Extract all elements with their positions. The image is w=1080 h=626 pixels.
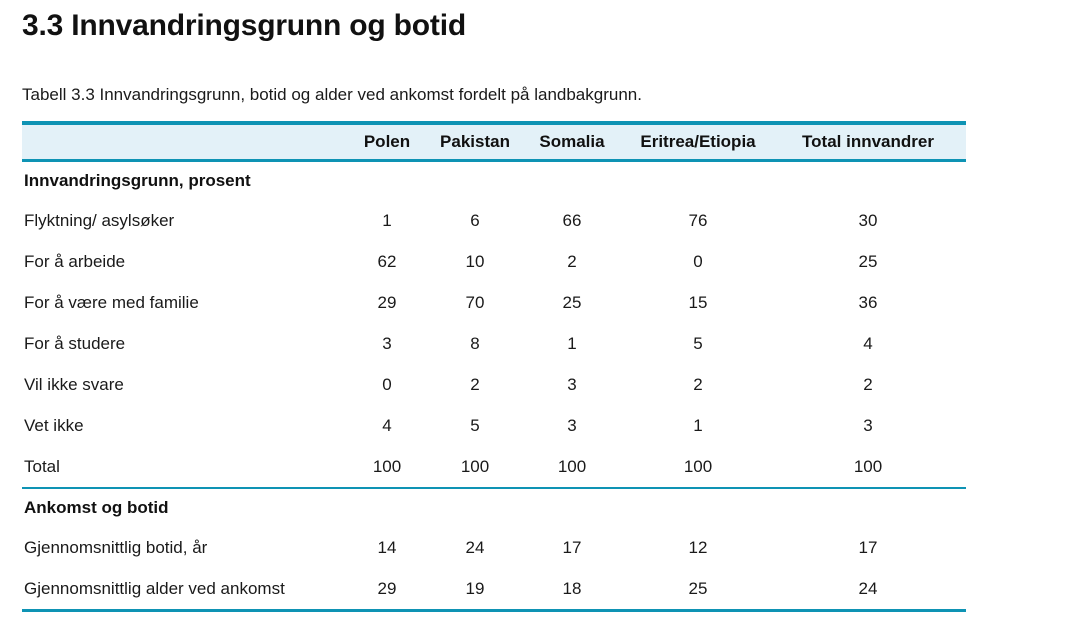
value-cell: 2 — [567, 251, 577, 271]
value-cell: 5 — [693, 333, 703, 353]
row-label: For å studere — [24, 333, 126, 353]
value-cell: 0 — [382, 374, 392, 394]
value-cell: 1 — [382, 210, 392, 230]
value-cell: 25 — [626, 568, 770, 611]
table-row — [22, 282, 966, 323]
section-heading-row — [22, 161, 966, 201]
value-cell: 100 — [853, 456, 883, 476]
header-cell-somalia: Somalia — [518, 123, 626, 161]
value-cell: 6 — [470, 210, 480, 230]
value-cell: 4 — [382, 415, 392, 435]
header-cell-total-innvandrer: Total innvandrer — [770, 123, 966, 161]
header-cell-eritrea-etiopia: Eritrea/Etiopia — [626, 123, 770, 161]
value-cell: 5 — [470, 415, 480, 435]
value-cell: 24 — [465, 537, 485, 557]
row-label: Vet ikke — [24, 415, 84, 435]
value-cell: 2 — [693, 374, 703, 394]
header-cell-polen: Polen — [342, 123, 432, 161]
value-cell: 24 — [770, 568, 966, 611]
value-cell: 3 — [567, 374, 577, 394]
value-cell: 18 — [518, 568, 626, 611]
value-cell: 100 — [460, 456, 490, 476]
page-title: 3.3 Innvandringsgrunn og botid — [22, 9, 466, 42]
value-cell: 25 — [858, 251, 878, 271]
value-cell: 66 — [562, 210, 582, 230]
value-cell: 100 — [683, 456, 713, 476]
table-row — [22, 568, 966, 611]
table-row — [22, 446, 966, 488]
value-cell: 2 — [470, 374, 480, 394]
value-cell: 14 — [377, 537, 397, 557]
value-cell: 25 — [562, 292, 582, 312]
value-cell: 29 — [377, 292, 397, 312]
row-label: For å være med familie — [24, 292, 199, 312]
value-cell: 19 — [432, 568, 518, 611]
value-cell: 10 — [465, 251, 485, 271]
table-row — [22, 323, 966, 364]
row-label: Gjennomsnittlig alder ved ankomst — [22, 568, 342, 611]
row-label: Vil ikke svare — [24, 374, 124, 394]
table-row — [22, 200, 966, 241]
table-row — [22, 405, 966, 446]
table-row — [22, 527, 966, 568]
table-row — [22, 364, 966, 405]
value-cell: 62 — [377, 251, 397, 271]
value-cell: 3 — [567, 415, 577, 435]
value-cell: 1 — [693, 415, 703, 435]
value-cell: 8 — [470, 333, 480, 353]
value-cell: 0 — [693, 251, 703, 271]
row-label: Total — [24, 456, 60, 476]
value-cell: 70 — [465, 292, 485, 312]
value-cell: 3 — [382, 333, 392, 353]
value-cell: 30 — [858, 210, 878, 230]
value-cell: 76 — [688, 210, 708, 230]
value-cell: 100 — [557, 456, 587, 476]
section-heading: Ankomst og botid — [22, 488, 966, 527]
section-heading-row — [22, 488, 966, 527]
header-cell-empty — [22, 123, 342, 161]
value-cell: 100 — [372, 456, 402, 476]
value-cell: 1 — [567, 333, 577, 353]
section-heading: Innvandringsgrunn, prosent — [24, 171, 251, 190]
row-label: Gjennomsnittlig botid, år — [24, 537, 208, 557]
value-cell: 36 — [858, 292, 878, 312]
table-3-3 — [22, 121, 966, 612]
row-label: Flyktning/ asylsøker — [24, 210, 175, 230]
value-cell: 3 — [863, 415, 873, 435]
table-header-row — [22, 123, 966, 161]
table-caption: Tabell 3.3 Innvandringsgrunn, botid og alder ved ankomst fordelt på landbakgrunn. — [22, 85, 642, 104]
row-label: For å arbeide — [24, 251, 126, 271]
value-cell: 15 — [688, 292, 708, 312]
value-cell: 17 — [858, 537, 878, 557]
table-row — [22, 241, 966, 282]
header-cell-pakistan: Pakistan — [432, 123, 518, 161]
value-cell: 29 — [342, 568, 432, 611]
value-cell: 17 — [562, 537, 582, 557]
value-cell: 2 — [863, 374, 873, 394]
value-cell: 12 — [688, 537, 708, 557]
value-cell: 4 — [863, 333, 873, 353]
